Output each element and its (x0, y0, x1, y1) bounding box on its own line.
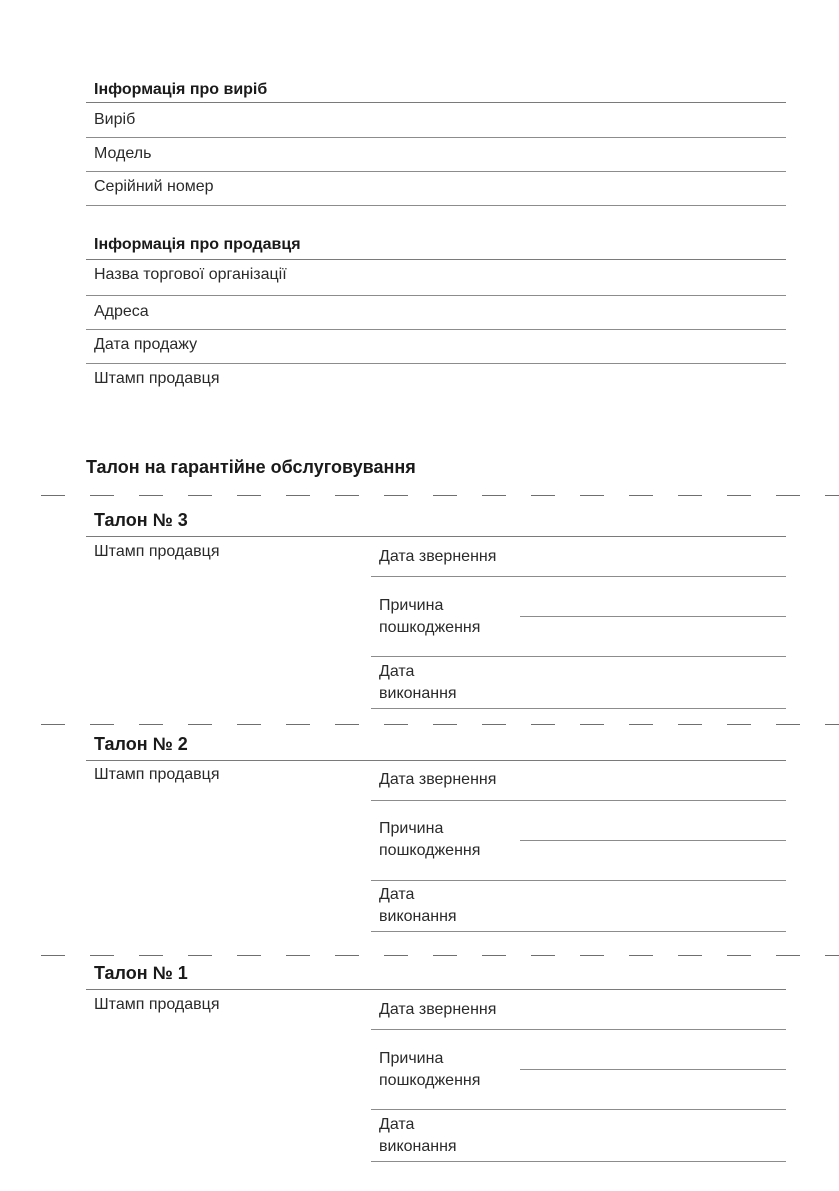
product-field-line[interactable] (86, 137, 786, 138)
divider (86, 989, 786, 990)
seller-info-heading: Інформація про продавця (94, 236, 301, 253)
address-line[interactable] (86, 329, 786, 330)
damage-reason-label: Причина пошкодження (379, 597, 481, 636)
divider (86, 102, 786, 103)
product-info-heading: Інформація про виріб (94, 81, 268, 98)
trade-org-line[interactable] (86, 295, 786, 296)
damage-reason-line[interactable] (520, 840, 786, 841)
trade-org-label: Назва торгової організації (94, 266, 287, 283)
serial-number-label: Серійний номер (94, 178, 214, 195)
cut-line (41, 724, 839, 725)
damage-reason-label: Причина пошкодження (379, 820, 481, 859)
divider (86, 536, 786, 537)
damage-reason-line[interactable] (520, 1069, 786, 1070)
damage-reason-line[interactable] (520, 616, 786, 617)
request-date-line[interactable] (371, 800, 786, 801)
damage-reason-line-2[interactable] (371, 880, 786, 881)
coupon-stamp-label: Штамп продавця (94, 543, 220, 560)
coupon-title: Талон № 2 (94, 734, 188, 754)
completion-date-line[interactable] (371, 708, 786, 709)
cut-line (41, 955, 839, 956)
request-date-line[interactable] (371, 1029, 786, 1030)
coupon-title: Талон № 3 (94, 510, 188, 530)
damage-reason-label: Причина пошкодження (379, 1050, 481, 1089)
request-date-line[interactable] (371, 576, 786, 577)
completion-date-line[interactable] (371, 931, 786, 932)
request-date-label: Дата звернення (379, 771, 497, 788)
product-field-label: Виріб (94, 111, 136, 128)
model-field-label: Модель (94, 145, 152, 162)
completion-date-line[interactable] (371, 1161, 786, 1162)
damage-reason-line-2[interactable] (371, 656, 786, 657)
coupon-title: Талон № 1 (94, 963, 188, 983)
divider (86, 259, 786, 260)
divider (86, 760, 786, 761)
completion-date-label: Дата виконання (379, 886, 457, 925)
warranty-title: Талон на гарантійне обслуговування (86, 457, 416, 477)
coupon-stamp-label: Штамп продавця (94, 996, 220, 1013)
completion-date-label: Дата виконання (379, 663, 457, 702)
address-label: Адреса (94, 303, 149, 320)
sale-date-line[interactable] (86, 363, 786, 364)
serial-number-line[interactable] (86, 205, 786, 206)
cut-line (41, 495, 839, 496)
request-date-label: Дата звернення (379, 548, 497, 565)
coupon-stamp-label: Штамп продавця (94, 766, 220, 783)
request-date-label: Дата звернення (379, 1001, 497, 1018)
seller-stamp-label: Штамп продавця (94, 370, 220, 387)
model-field-line[interactable] (86, 171, 786, 172)
sale-date-label: Дата продажу (94, 336, 198, 353)
completion-date-label: Дата виконання (379, 1116, 457, 1155)
damage-reason-line-2[interactable] (371, 1109, 786, 1110)
